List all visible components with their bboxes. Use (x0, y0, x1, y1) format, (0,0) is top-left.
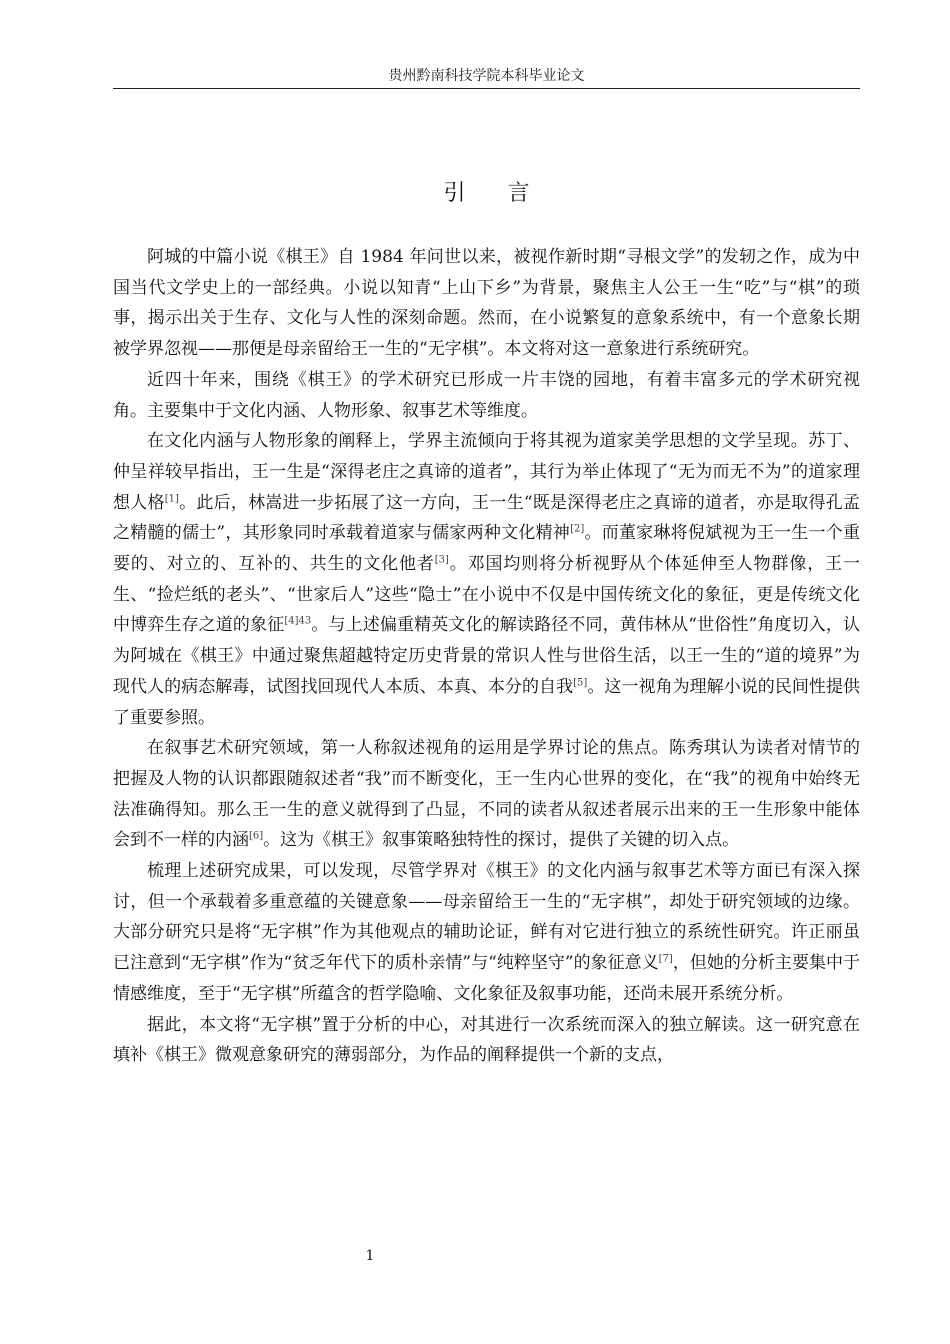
page-title: 引言 (443, 181, 572, 206)
citation-ref: [6] (249, 830, 264, 842)
paragraph-text: 。此后，林嵩进一步拓展了这一方向，王一生“既是深得老庄之真谛的道者，亦是取得孔孟之精髓的儒士”，其形象同时承载着道家与儒家两种文化精神 (113, 492, 860, 544)
paragraph-text: 。邓国均则将分析视野从个体延伸至人物群像，王一生、“捡烂纸的老头”、“世家后人”这些“隐士”在小说中不仅是中国传统文化的象征，更是传统文化中博弈生存之道的象征 (113, 554, 861, 636)
paragraph-text: 阿城的中篇小说《棋王》自 1984 年问世以来，被视作新时期“寻根文学”的发轫之作，成为中国当代文学史上的一部经典。小说以知青“上山下乡”为背景，聚焦主人公王一生“吃”与“棋”的琐事，揭示出关于生存、文化与人性的深刻命题。然而，在小说繁复的意象系统中，有一个意象长期被学界忽视——那便是母亲留给王一生的“无字棋”。本文将对这一意象进行系统研究。 (113, 247, 860, 360)
citation-ref: [7] (658, 953, 673, 965)
body-text (113, 242, 860, 1071)
paragraph (113, 856, 860, 1010)
paragraph-text: 。这一视角为理解小说的民间性提供了重要参照。 (113, 676, 861, 728)
citation-ref: [1] (164, 492, 179, 504)
paragraph-text: 梳理上述研究成果，可以发现，尽管学界对《棋王》的文化内涵与叙事艺术等方面已有深入探讨，但一个承载着多重意蕴的关键意象——母亲留给王一生的“无字棋”，却处于研究领域的边缘。大部分研究只是将“无字棋”作为其他观点的辅助论证，鲜有对它进行独立的系统性研究。许正丽虽已注意到“无字棋”作为“贫乏年代下的质朴亲情”与“纯粹坚守”的象征意义 (113, 861, 860, 974)
paragraph-text: 据此，本文将“无字棋”置于分析的中心，对其进行一次系统而深入的独立解读。这一研究意在填补《棋王》微观意象研究的薄弱部分，为作品的阐释提供一个新的支点， (113, 1014, 860, 1066)
paragraph-text: 。而董家琳将倪斌视为王一生一个重要的、对立的、互补的、共生的文化他者 (113, 523, 861, 575)
paragraph (113, 365, 860, 426)
paragraph (113, 1010, 860, 1071)
page-header (113, 64, 860, 89)
paragraph (113, 242, 860, 365)
citation-ref: [4]43 (284, 615, 312, 627)
page-number: 1 (365, 1248, 375, 1264)
paragraph-text: 在文化内涵与人物形象的阐释上，学界主流倾向于将其视为道家美学思想的文学呈现。苏丁、仲呈祥较早指出，王一生是“深得老庄之真谛的道者”，其行为举止体现了“无为而无不为”的道家理想人格 (113, 431, 860, 513)
header-text: 贵州黔南科技学院本科毕业论文 (388, 68, 585, 84)
citation-ref: [2] (570, 523, 585, 535)
paragraph-text: 在叙事艺术研究领域，第一人称叙述视角的运用是学界讨论的焦点。陈秀琪认为读者对情节的把握及人物的认识都跟随叙述者“我”而不断变化，王一生内心世界的变化，在“我”的视角中始终无法准确得知。那么王一生的意义就得到了凸显，不同的读者从叙述者展示出来的王一生形象中能体会到不一样的内涵 (113, 738, 860, 851)
paragraph (113, 733, 860, 856)
paragraph-text: 近四十年来，围绕《棋王》的学术研究已形成一片丰饶的园地，有着丰富多元的学术研究视角。主要集中于文化内涵、人物形象、叙事艺术等维度。 (113, 369, 860, 421)
citation-ref: [3] (434, 554, 449, 566)
paragraph-text: ，但她的分析主要集中于情感维度，至于“无字棋”所蕴含的哲学隐喻、文化象征及叙事功能，还尚未展开系统分析。 (113, 953, 860, 1004)
paragraph-text: 。与上述偏重精英文化的解读路径不同，黄伟林从“世俗性”角度切入，认为阿城在《棋王》中通过聚焦超越特定历史背景的常识人性与世俗生活，以王一生的“道的境界”为现代人的病态解毒，试图找回现代人本质、本真、本分的自我 (113, 615, 861, 697)
paragraph (113, 426, 860, 733)
citation-ref: [5] (573, 677, 588, 689)
paragraph-text: 。这为《棋王》叙事策略独特性的探讨，提供了关键的切入点。 (263, 830, 740, 851)
